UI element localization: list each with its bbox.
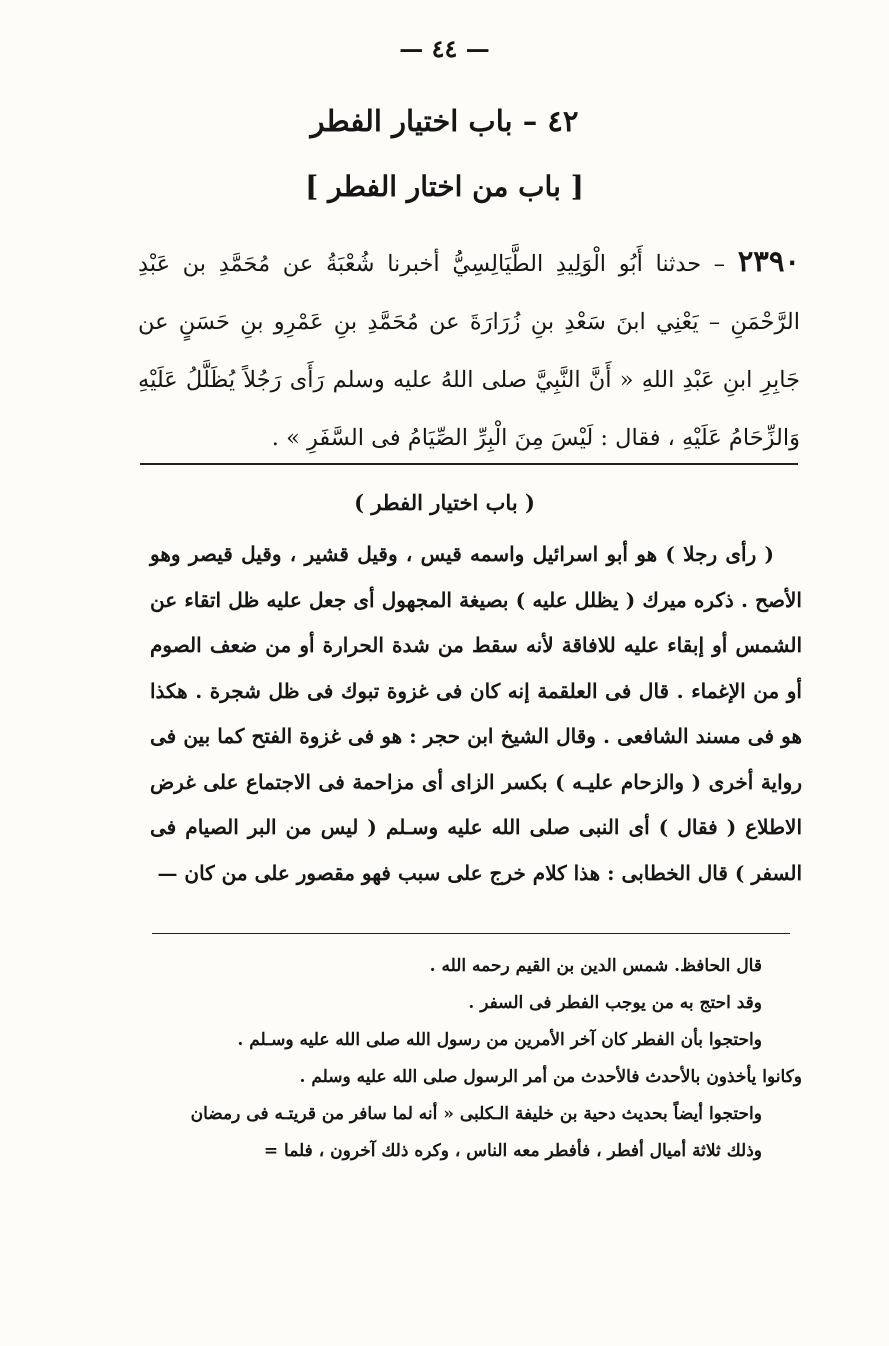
page-number: — ٤٤ — [399, 34, 490, 63]
footnote-line: واحتجوا أيضاً بحديث دحية بن خليفة الـكلبى « أنه لما سافر من قريتـه فى رمضان وذلك ثلاثة أميال أفطر ، فأفطر معه الناس ، وكره ذلك آخرون ، فلما = [190, 1104, 762, 1161]
footnote-divider [152, 933, 790, 934]
hadith-number: ٢٣٩٠ [737, 244, 800, 278]
footnote-line: واحتجوا بأن الفطر كان آخر الأمرين من رسول الله صلى الله عليه وسـلم . [237, 1030, 762, 1050]
hadith-body: – حدثنا أَبُو الْوَلِيدِ الطَّيَالِسِيُّ أخبرنا شُعْبَةُ عن مُحَمَّدِ بن عَبْدِ الرَّحْمَنِ – يَعْنِي ابنَ سَعْدِ بنِ زُرَارَةَ عن مُحَمَّدِ بنِ عَمْرِو بنِ حَسَنٍ عن جَابِرِ ابنِ عَبْدِ اللهِ « أَنَّ النَّبِيَّ صلى اللهُ عليه وسلم رَأَى رَجُلاً يُظَلَّلُ عَلَيْهِ وَالزِّحَامُ عَلَيْهِ ، فقال : لَيْسَ مِنَ الْبِرِّ الصِّيَامُ فى السَّفَرِ » . [138, 251, 800, 451]
footnote-line: قال الحافظ. شمس الدين بن القيم رحمه الله . [429, 956, 762, 976]
section-divider [140, 463, 798, 465]
footnotes [150, 948, 802, 1170]
commentary-title: ( باب اختيار الفطر ) [354, 490, 535, 515]
commentary-paragraph: ( رأى رجلا ) هو أبو اسرائيل واسمه قيس ، وقيل قشير ، وقيل قيصر وهو الأصح . ذكره ميرك ( يظلل عليه ) بصيغة المجهول أى جعل عليه ظل اتقاء عن الشمس أو إبقاء عليه للافاقة لأنه سقط من شدة الحرارة أو من ضعف الصوم أو من الإغماء . قال فى العلقمة إنه كان فى غزوة تبوك فى ظل شجرة . هكذا هو فى مسند الشافعى . وقال الشيخ ابن حجر : هو فى غزوة الفتح كما بين فى رواية أخرى ( والزحام عليـه ) بكسر الزاى أى مزاحمة فى الاجتماع على غرض الاطلاع ( فقال ) أى النبى صلى الله عليه وسـلم ( ليس من البر الصيام فى السفر ) قال الخطابى : هذا كلام خرج على سبب فهو مقصور على من كان — [150, 542, 802, 885]
chapter-title: ٤٢ – باب اختيار الفطر [310, 104, 579, 138]
commentary-text [150, 532, 802, 896]
section-title-bracketed: [ باب من اختار الفطر ] [305, 170, 584, 203]
footnote-line: وقد احتج به من يوجب الفطر فى السفر . [468, 993, 762, 1013]
footnote-line: وكانوا يأخذون بالأحدث فالأحدث من أمر الرسول صلى الله عليه وسلم . [299, 1067, 802, 1087]
hadith-text [138, 232, 800, 467]
